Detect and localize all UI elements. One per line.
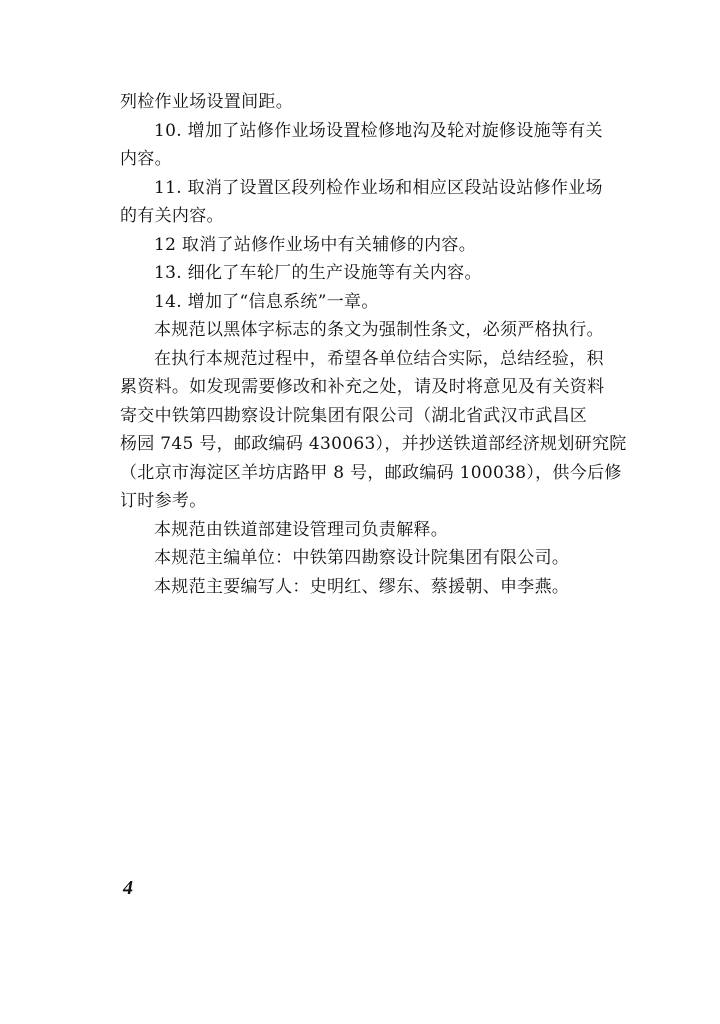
body-text (120, 88, 632, 601)
text-line: 本规范主编单位：中铁第四勘察设计院集团有限公司。 (154, 548, 570, 568)
text-line: 列检作业场设置间距。 (120, 92, 293, 112)
text-line: 内容。 (120, 149, 172, 169)
text-line: 14. 增加了“信息系统”一章。 (154, 291, 379, 312)
text-line: 订时参考。 (120, 491, 207, 511)
text-line: （北京市海淀区羊坊店路甲 8 号，邮政编码 100038），供今后修 (120, 462, 622, 483)
text-line: 本规范以黑体字标志的条文为强制性条文，必须严格执行。 (154, 320, 604, 340)
text-line: 13. 细化了车轮厂的生产设施等有关内容。 (154, 263, 482, 283)
text-line: 的有关内容。 (120, 206, 224, 226)
text-line: 本规范主要编写人：史明红、缪东、蔡援朝、申李燕。 (154, 576, 570, 597)
page-number: 4 (123, 877, 133, 899)
text-line: 寄交中铁第四勘察设计院集团有限公司（湖北省武汉市武昌区 (120, 405, 588, 426)
text-line: 在执行本规范过程中，希望各单位结合实际，总结经验，积 (154, 348, 604, 369)
text-line: 累资料。如发现需要修改和补充之处，请及时将意见及有关资料 (120, 377, 605, 397)
text-line: 本规范由铁道部建设管理司负责解释。 (154, 519, 449, 540)
text-line: 12 取消了站修作业场中有关辅修的内容。 (154, 234, 477, 255)
text-line: 杨园 745 号，邮政编码 430063），并抄送铁道部经济规划研究院 (120, 434, 627, 454)
text-line: 11. 取消了设置区段列检作业场和相应区段站设站修作业场 (154, 177, 603, 198)
text-line: 10. 增加了站修作业场设置检修地沟及轮对旋修设施等有关 (154, 120, 603, 141)
